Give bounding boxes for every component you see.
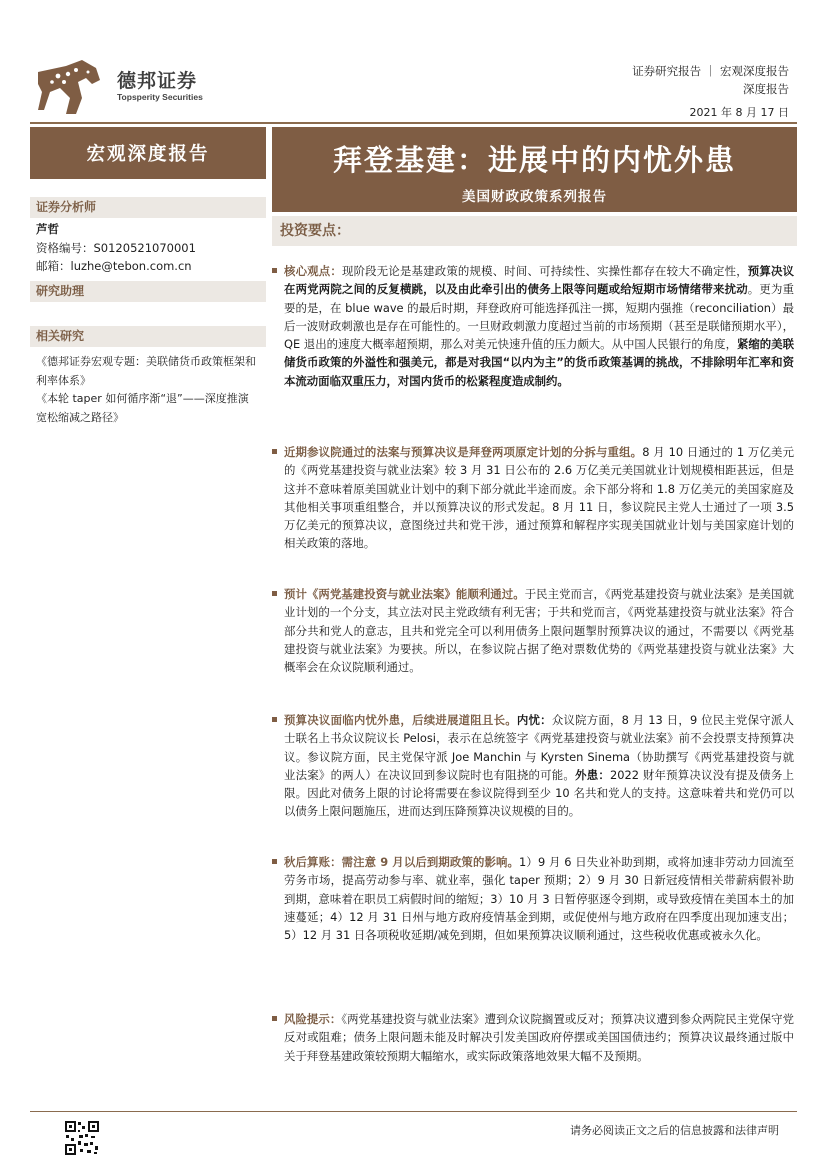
bullet-core-view (284, 262, 794, 390)
bullet-bold-text: 内忧： (516, 713, 552, 727)
leopard-logo-icon (36, 58, 102, 116)
bullet-bold-text: 紧缩的美联储货币政策的外溢性和强美元，都是对我国“以内为主”的货币政策基调的挑战，不排除明年汇率和资本流动面临双重压力，对国内货币的松紧程度造成制约。 (284, 337, 794, 388)
analyst-cert: 资格编号：S0120521070001 (36, 241, 196, 255)
bullet-heading: 预算决议面临内忧外患，后续进展道阻且长。 (284, 713, 517, 727)
report-category: 证券研究报告 ｜ 宏观深度报告 (632, 64, 789, 78)
legal-notice: 请务必阅读正文之后的信息披露和法律声明 (570, 1124, 779, 1137)
analyst-name: 芦哲 (36, 222, 59, 236)
bullet-square-icon (272, 1016, 277, 1021)
bullet-heading: 预计《两党基建投资与就业法案》能顺利通过。 (284, 587, 525, 601)
bullet-text: 1）9 月 6 日失业补助到期，或将加速非劳动力回流至劳务市场，提高劳动参与率、就业率，强化 taper 预期；2）9 月 30 日新冠疫情相关带薪病假补助到期，意味着在职员工病假时间的缩短；3）10 月 3 日暂停驱逐令到期，或导致疫情在美国本土的加速蔓延；4）12 月 31 日州与地方政府疫情基金到期，或促使州与地方政府在四季度出现加速支出；5）12 月 31 日各项税收延期/减免到期，但如果预算决议顺利通过，这些税收优惠或被永久化。 (284, 855, 795, 943)
bullet-text: 8 月 10 日通过的 1 万亿美元的《两党基建投资与就业法案》较 3 月 31 日公布的 2.6 万亿美元美国就业计划规模相距甚远，但是这并不意味着原美国就业计划中的剩下部分就此半途而废。余下部分将和 1.8 万亿美元的美国家庭及其他相关事项重组整合，并以预算决议的形式发起。8 月 11 日，参议院民主党人士通过了一项 3.5 万亿美元的预算决议，意图绕过共和党干涉，通过预算和解程序实现美国就业计划与美国家庭计划的相关政策的落地。 (284, 445, 794, 551)
bullet-bold-text: 预算决议在两党两院之间的反复横跳，以及由此牵引出的债务上限等问题或给短期市场情绪带来扰动 (284, 264, 794, 297)
bullet-text: 。更为重要的是，在 blue wave 的最后时期，拜登政府可能选择孤注一掷，短期内强推（reconciliation）最后一波财政刺激也是存在可能性的。一旦财政刺激力度超过当前的市场预期（甚至是联储预期水平），QE 退出的速度大概率超预期，那么对美元快速升值的压力颇大。从中国人民银行的角度， (284, 282, 794, 352)
page-title: 拜登基建：进展中的内忧外患 (332, 143, 736, 177)
bullet-text: 现阶段无论是基建政策的规模、时间、可持续性、实操性都存在较大不确定性， (341, 264, 748, 278)
bullet-square-icon (272, 859, 277, 864)
page-subtitle: 美国财政政策系列报告 (462, 189, 607, 205)
bullet-heading: 秋后算账：需注意 9 月以后到期政策的影响。 (284, 855, 520, 869)
bullet-bold-text: 外患： (575, 767, 611, 782)
footer-divider (30, 1111, 797, 1112)
brand-header (36, 58, 226, 118)
bullet-heading: 核心观点： (284, 264, 342, 278)
bullet-budget-resolution (284, 711, 794, 821)
brand-name-en: Topsperity Securities (117, 92, 203, 102)
bullet-expiring-policies (284, 853, 794, 944)
report-type: 深度报告 (743, 82, 789, 96)
bullet-square-icon (272, 449, 277, 454)
bullet-square-icon (272, 591, 277, 596)
related-research-item[interactable]: 《德邦证券宏观专题：美联储货币政策框架和利率体系》 (36, 355, 256, 387)
bullet-text: 众议院方面，8 月 13 日，9 位民主党保守派人士联名上书众议院议长 Pelosi，表示在总统签字《两党基建投资与就业法案》前不会投票支持预算决议。参议院方面，民主党保守派 Joe Manchin 与 Kyrsten Sinema（协助撰写《两党基建投资与就业法案》的两人）在决议回到参议院时也有阻挠的可能。 (284, 713, 794, 782)
bullet-infrastructure-bill (284, 585, 794, 676)
bullet-square-icon (272, 268, 277, 273)
related-research-item[interactable]: 《本轮 taper 如何循序渐“退”——深度推演宽松缩减之路径》 (36, 392, 249, 424)
bullet-heading: 近期参议院通过的法案与预算决议是拜登两项原定计划的分拆与重组。 (284, 445, 643, 459)
header-divider (30, 122, 797, 124)
bullet-senate-bill (284, 443, 794, 553)
brand-name-cn: 德邦证券 (117, 70, 198, 92)
report-date: 2021 年 8 月 17 日 (689, 106, 789, 119)
assistant-heading: 研究助理 (30, 281, 266, 302)
report-type-band: 宏观深度报告 (30, 127, 266, 179)
related-research-heading: 相关研究 (30, 326, 266, 347)
bullet-text: 《两党基建投资与就业法案》遭到众议院搁置或反对；预算决议遭到参众两院民主党保守党反对或阻难；债务上限问题未能及时解决引发美国政府停摆或美国国债违约；预算决议最终通过版中关于拜登基建政策较预期大幅缩水，或实际政策落地效果大幅不及预期。 (284, 1012, 794, 1063)
bullet-heading: 风险提示： (284, 1012, 342, 1026)
bullet-text: 2022 财年预算决议没有提及债务上限。因此对债务上限的讨论将需要在参议院得到至少 10 名共和党人的支持。这意味着共和党仍可以以债务上限问题施压，进而达到压降预算决议规模的目的。 (284, 767, 794, 819)
report-header-info (632, 62, 789, 122)
bullet-text: 于民主党而言，《两党基建投资与就业法案》是美国就业计划的一个分支，其立法对民主党政绩有利无害；于共和党而言，《两党基建投资与就业法案》符合部分共和党人的意志，且共和党完全可以利用债务上限问题掣肘预算决议的通过，不需要以《两党基建投资与就业法案》为要挟。所以，在参议院占据了绝对票数优势的《两党基建投资与就业法案》大概率会在众议院顺利通过。 (284, 587, 794, 675)
title-band (272, 127, 797, 212)
bullet-square-icon (272, 717, 277, 722)
analyst-heading: 证券分析师 (30, 197, 266, 218)
analyst-email[interactable]: 邮箱：luzhe@tebon.com.cn (36, 259, 192, 273)
qr-code-icon[interactable] (64, 1120, 100, 1156)
bullet-risk-warning (284, 1010, 794, 1065)
investment-heading: 投资要点： (272, 216, 797, 246)
